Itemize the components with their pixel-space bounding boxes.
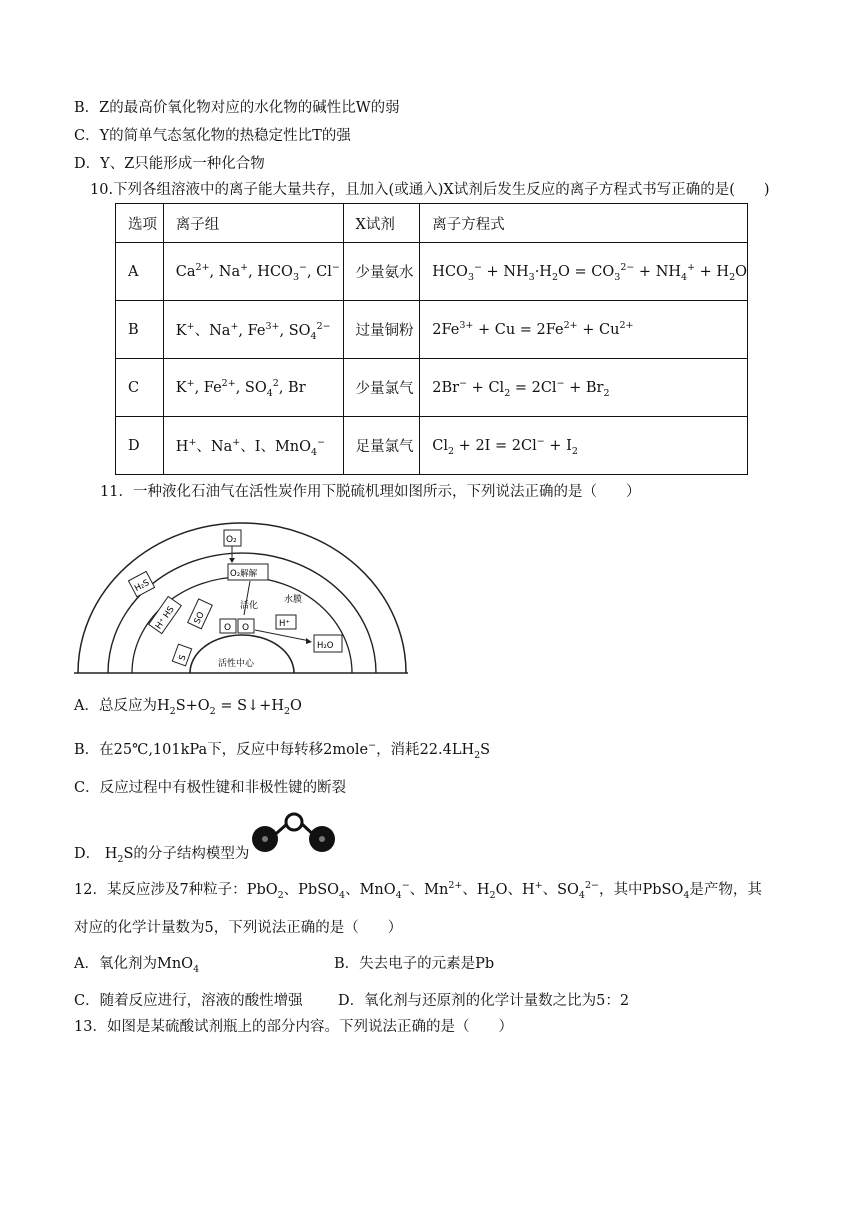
label-h-hs: H⁺ HS	[153, 604, 177, 632]
label-o-1: O	[224, 623, 232, 633]
question-11-stem: 11．一种液化石油气在活性炭作用下脱硫机理如图所示，下列说法正确的是（ ）	[100, 484, 641, 500]
table-row	[116, 301, 748, 359]
label-active-center: 活性中心	[218, 659, 255, 669]
header-option: 选项	[116, 204, 164, 243]
row-option: A	[116, 243, 164, 301]
row-ion-group: $Ca^{2+}$, Na+, $HCO_3^-$, Cl−	[163, 243, 343, 301]
label-o2-dissociation: O₂解解	[230, 569, 258, 579]
option-11c: C．反应过程中有极性键和非极性键的断裂	[74, 780, 347, 796]
row-option: C	[116, 359, 164, 417]
row-equation: $2Br^- + Cl_2 = 2Cl^- + Br_2$	[420, 359, 748, 417]
label-h2s: H₂S	[133, 578, 152, 595]
row-equation: $HCO_3^- + NH_3\cdot H_2O = CO_3^{2-} + NH_4^+ + H_2O$	[420, 243, 748, 301]
ion-table	[115, 203, 748, 475]
option-c: C．Y的简单气态氢化物的热稳定性比T的强	[74, 128, 351, 144]
table-row	[116, 243, 748, 301]
label-h2o: H₂O	[317, 641, 334, 651]
header-reagent: X试剂	[343, 204, 420, 243]
option-12a: A．氧化剂为MnO$_4$	[74, 956, 200, 975]
table-header-row	[116, 204, 748, 243]
row-reagent: 过量铜粉	[343, 301, 420, 359]
label-s: S	[177, 653, 189, 663]
row-reagent: 少量氯气	[343, 359, 420, 417]
option-d: D．Y、Z只能形成一种化合物	[74, 156, 265, 172]
option-12d: D．氧化剂与还原剂的化学计量数之比为5：2	[338, 993, 630, 1009]
row-ion-group: H+、Na+、I、MnO$_4$−	[163, 417, 343, 475]
option-b: B．Z的最高价氧化物对应的水化物的碱性比W的弱	[74, 100, 400, 116]
label-h-plus: H⁺	[279, 619, 290, 629]
option-11d: D． $H_2S$的分子结构模型为	[74, 846, 250, 865]
h2s-molecule-model-image	[250, 812, 340, 856]
row-equation: $Cl_2 + 2I = 2Cl^- + I_2$	[420, 417, 748, 475]
table-row	[116, 417, 748, 475]
row-equation: $2Fe^{3+} + Cu = 2Fe^{2+} + Cu^{2+}$	[420, 301, 748, 359]
option-12b: B．失去电子的元素是Pb	[334, 956, 495, 972]
question-12-stem: 12．某反应涉及7种粒子：PbO$_2$、PbSO$_4$、MnO$_4$−、$Mn^{2+}$、$H_2O$、H+、$SO_4^{2-}$，其中PbSO$_4$是产物，其	[74, 880, 762, 901]
row-ion-group: K+, $Fe^{2+}$, $SO_4^2$, Br	[163, 359, 343, 417]
row-reagent: 足量氯气	[343, 417, 420, 475]
question-13-stem: 13．如图是某硫酸试剂瓶上的部分内容。下列说法正确的是（ ）	[74, 1019, 513, 1035]
header-ion-group: 离子组	[163, 204, 343, 243]
option-12c: C．随着反应进行，溶液的酸性增强	[74, 993, 303, 1009]
row-ion-group: K+、Na+, $Fe^{3+}$, $SO_4^{2-}$	[163, 301, 343, 359]
option-11b: B．在25℃,101kPa下，反应中每转移2mole−，消耗$22.4LH_2S$	[74, 740, 491, 761]
row-option: D	[116, 417, 164, 475]
label-water-film: 水膜	[284, 595, 303, 605]
row-option: B	[116, 301, 164, 359]
label-o2: O₂	[226, 535, 237, 545]
label-o-2: O	[242, 623, 250, 633]
desulfurization-mechanism-diagram	[70, 505, 415, 677]
option-11a: A．总反应为$H_2S+O_2$ = $S↓+H_2O$	[74, 698, 302, 717]
question-10-stem: 10.下列各组溶液中的离子能大量共存，且加入(或通入)X试剂后发生反应的离子方程式书写正确的是( )	[90, 182, 770, 198]
label-so: SO	[192, 610, 207, 626]
table-row	[116, 359, 748, 417]
header-equation: 离子方程式	[420, 204, 748, 243]
label-activate: 活化	[240, 601, 259, 611]
row-reagent: 少量氨水	[343, 243, 420, 301]
question-12-line2: 对应的化学计量数为5，下列说法正确的是（ ）	[74, 920, 403, 936]
